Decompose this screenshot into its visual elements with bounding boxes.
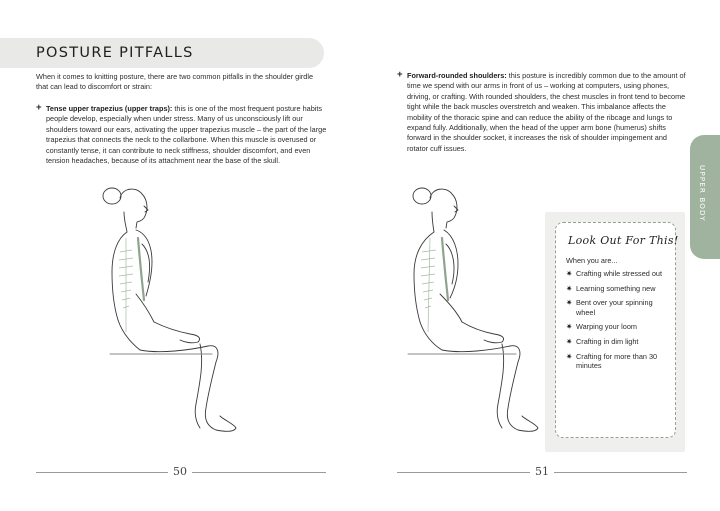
section-tab[interactable] xyxy=(690,135,720,259)
intro-paragraph: When it comes to knitting posture, there are two common pitfalls in the shoulder girdle that can lead to discomfort or strain: xyxy=(36,72,314,92)
section-tab-label: UPPER BODY xyxy=(698,165,707,222)
look-out-callout xyxy=(555,222,679,438)
section-title: POSTURE PITFALLS xyxy=(36,45,194,61)
pitfall-body xyxy=(36,104,328,166)
plus-bullet-icon: + xyxy=(397,69,403,80)
section-title-bar xyxy=(0,38,324,68)
star-bullet-icon: ✷ xyxy=(566,351,573,361)
seated-figure-upright-illustration xyxy=(100,182,250,437)
list-item: ✷ Learning something new xyxy=(566,283,656,293)
pitfall-text: this posture is incredibly common due to the amount of time we spend with our arms in front of us – working at computers, using phones, driving, or crafting. With rounded shoulders, the chest muscles in front tend to become tight while the back muscles overstretch and weaken. This imbalance affects the mobility of the thoracic spine and can reduce the ability of the ribcage and lungs to expand fully. Additionally, when the head of the upper arm bone (humerus) shifts forward in the shoulder socket, it increases the risk of shoulder impingement and rotator cuff issues. xyxy=(407,71,686,153)
pitfall-body xyxy=(397,71,689,154)
pitfall-item-rounded-shoulders xyxy=(397,71,689,154)
star-bullet-icon: ✷ xyxy=(566,298,573,308)
page-number-left: 50 xyxy=(168,465,192,478)
star-bullet-icon: ✷ xyxy=(566,269,573,278)
callout-intro: When you are... xyxy=(566,256,618,265)
star-bullet-icon: ✷ xyxy=(566,322,573,332)
list-item: ✷ Bent over your spinning wheel xyxy=(566,298,653,317)
list-item: ✷ Crafting in dim light xyxy=(566,336,639,346)
list-item: ✷ Crafting for more than 30 minutes xyxy=(566,351,658,371)
pitfall-heading: Tense upper trapezius (upper traps): xyxy=(46,104,173,113)
pitfall-text: this is one of the most frequent posture habits people develop, especially when under stress. Many of us unconsciously lift our shoulders toward our ears, activating the upper trapezius muscle – the part of the large trapezius that connects the neck to the collarbone. When this muscle is overused or constantly tense, it can contribute to neck stiffness, shoulder discomfort, and even tension headaches, because of its attachment near the base of the skull. xyxy=(46,104,327,166)
star-bullet-icon: ✷ xyxy=(566,336,573,346)
list-item: ✷ Warping your loom xyxy=(566,322,637,332)
callout-list xyxy=(566,269,672,376)
list-item: ✷ Crafting while stressed out xyxy=(566,269,662,278)
pitfall-item-upper-traps xyxy=(36,104,328,166)
callout-title: Look Out For This! xyxy=(568,234,679,247)
pitfall-heading: Forward-rounded shoulders: xyxy=(407,71,507,80)
star-bullet-icon: ✷ xyxy=(566,283,573,293)
plus-bullet-icon: + xyxy=(36,102,42,113)
seated-figure-rounded-illustration xyxy=(400,182,550,437)
page-number-right: 51 xyxy=(530,465,554,478)
